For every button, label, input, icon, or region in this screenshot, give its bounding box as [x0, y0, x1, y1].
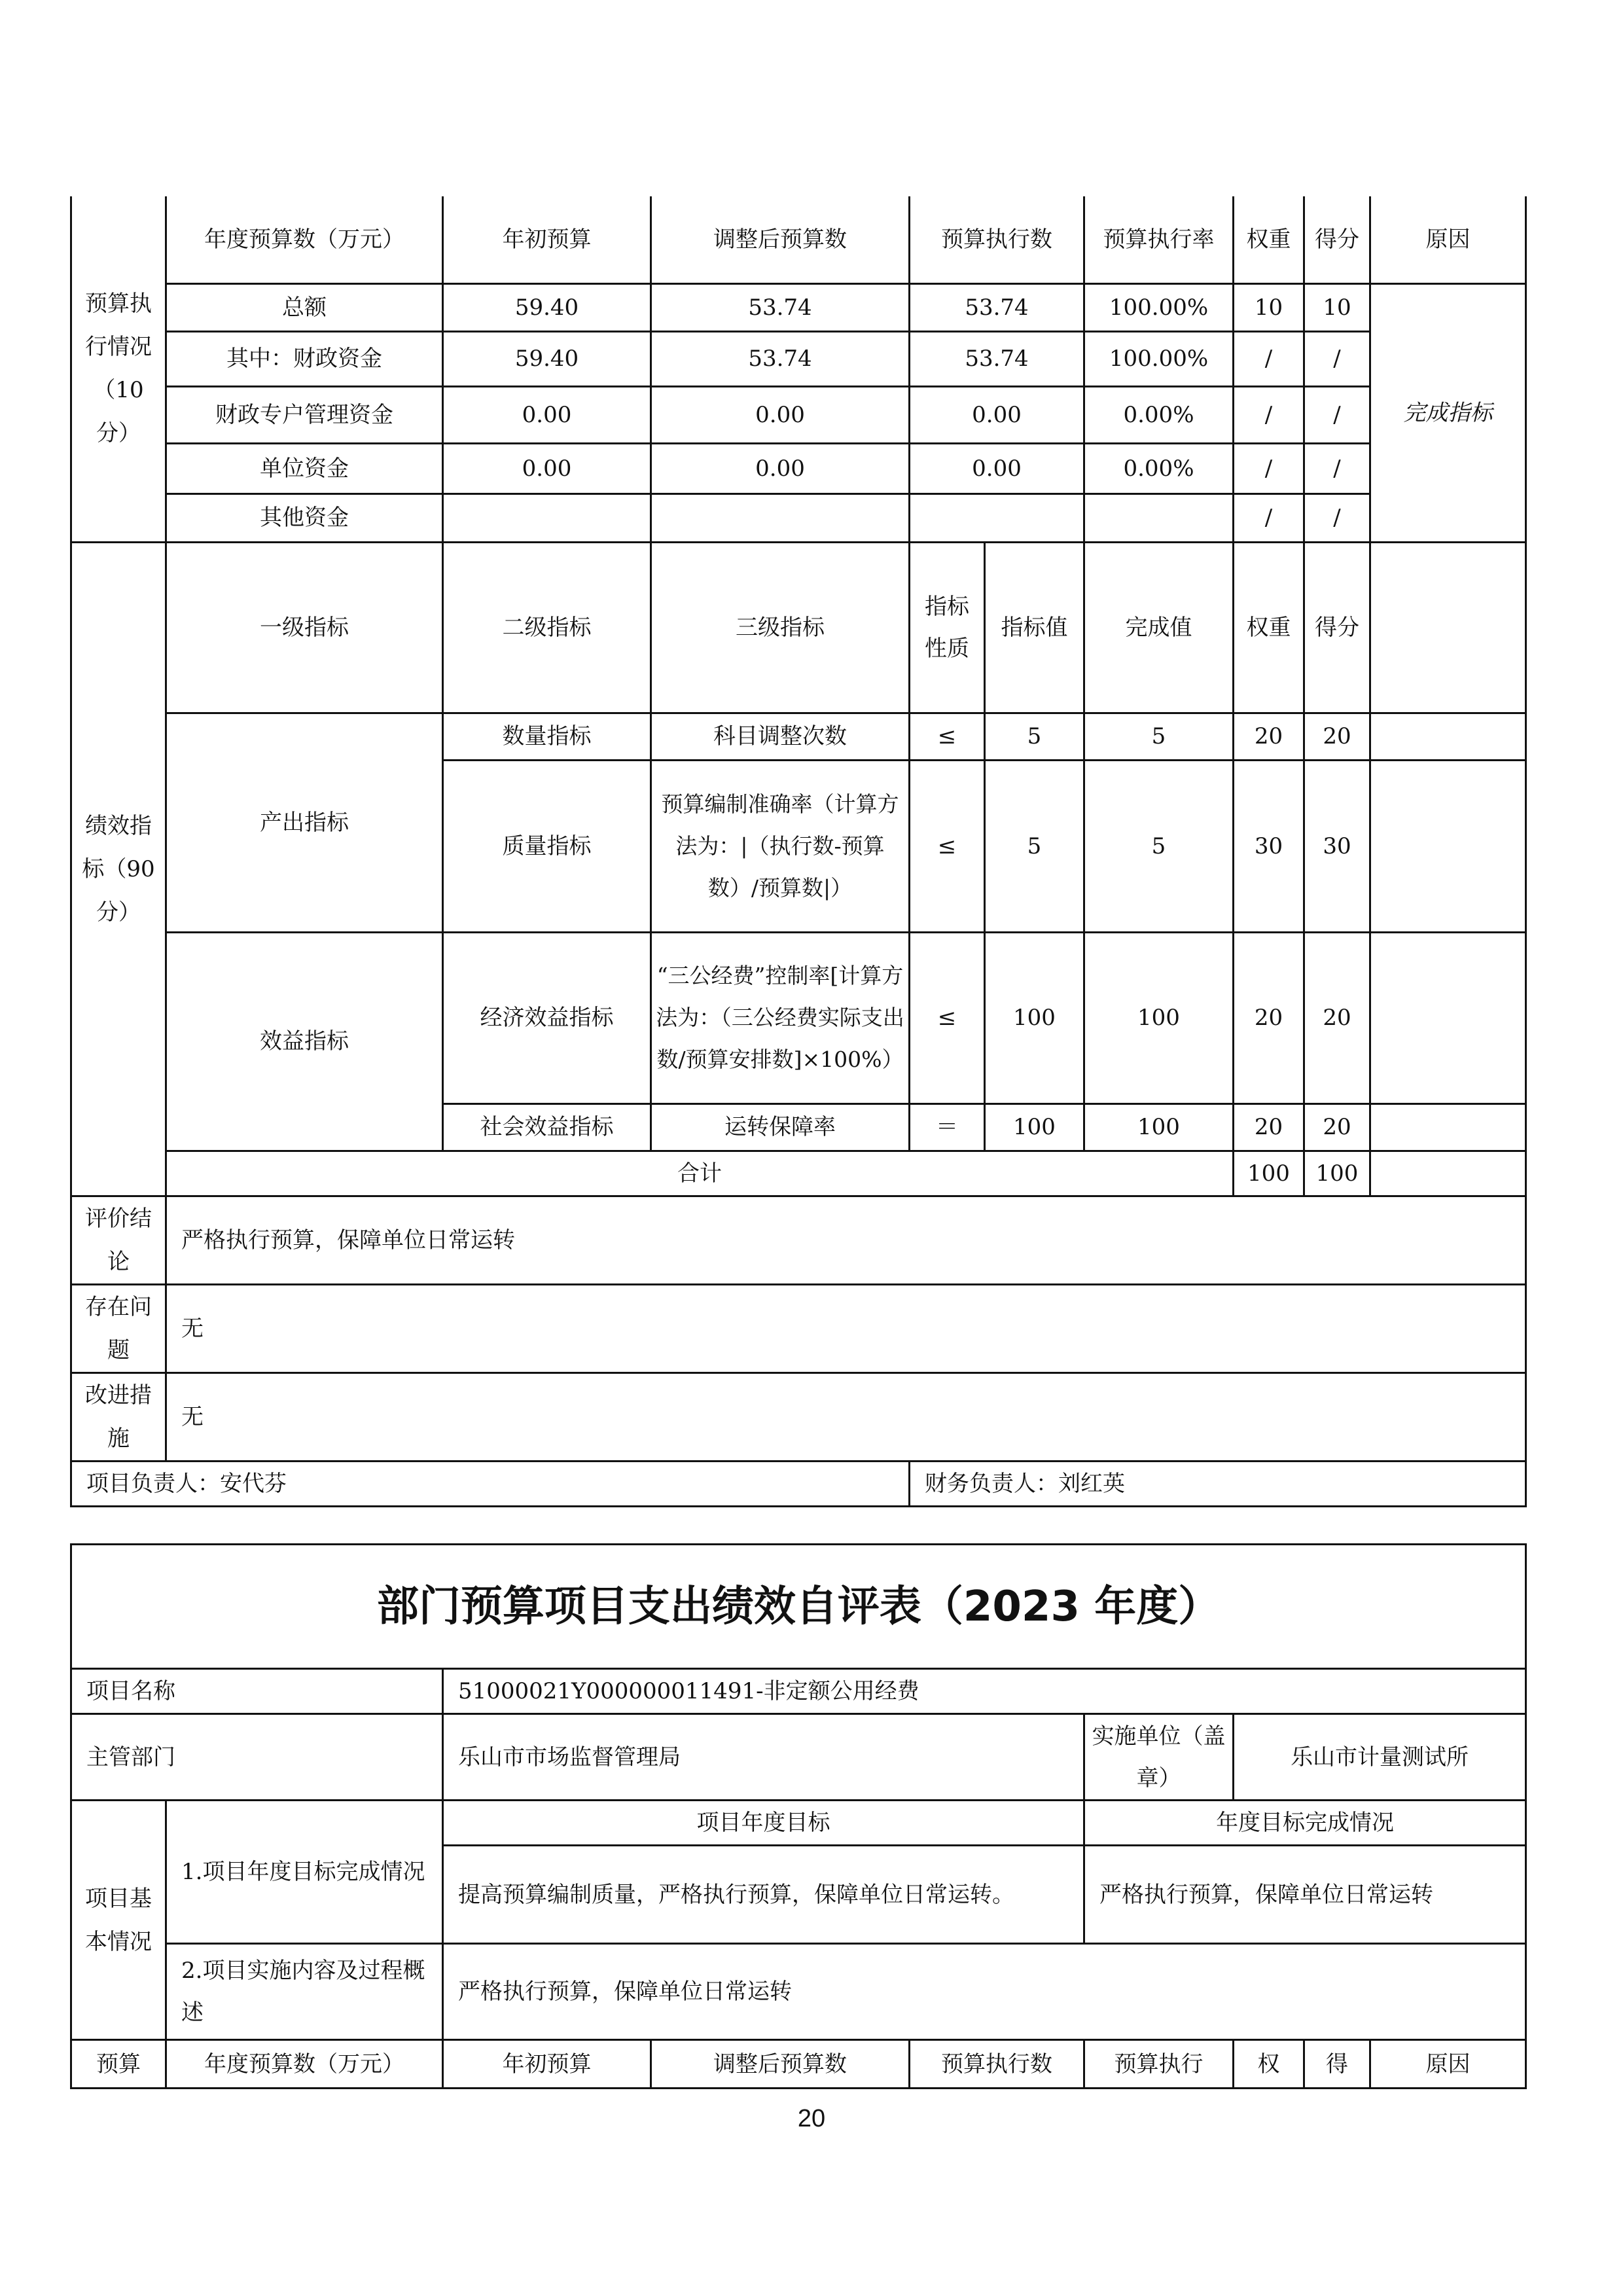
score-value: /	[1304, 443, 1370, 493]
weight: 20	[1234, 1103, 1304, 1151]
note	[1370, 760, 1526, 932]
unit-label: 实施单位（盖章）	[1084, 1714, 1234, 1801]
problems-label: 存在问题	[71, 1284, 166, 1372]
rate-value: 0.00%	[1084, 386, 1234, 443]
level3: 科目调整次数	[651, 713, 910, 760]
header-actual: 完成值	[1084, 542, 1234, 713]
actual: 5	[1084, 713, 1234, 760]
self-evaluation-table-2023	[70, 1543, 1527, 2089]
item1-label: 1.项目年度目标完成情况	[166, 1801, 443, 1944]
row-label: 其他资金	[166, 493, 443, 542]
header-executed: 预算执行数	[910, 196, 1084, 283]
item2-text: 严格执行预算，保障单位日常运转	[443, 1944, 1526, 2040]
header-score: 得分	[1304, 196, 1370, 283]
executed-value	[910, 493, 1084, 542]
weight-value: 10	[1234, 283, 1304, 331]
completion-header: 年度目标完成情况	[1084, 1801, 1526, 1846]
initial-value: 0.00	[443, 386, 651, 443]
score-value: 10	[1304, 283, 1370, 331]
performance-section-label: 绩效指标（90分）	[71, 542, 166, 1196]
nature: ≤	[910, 932, 985, 1103]
row-label: 其中：财政资金	[166, 331, 443, 386]
header-initial-budget: 年初预算	[443, 2040, 651, 2089]
header-level1: 一级指标	[166, 542, 443, 713]
row-label: 财政专户管理资金	[166, 386, 443, 443]
level1-benefit: 效益指标	[166, 932, 443, 1151]
header-score: 得	[1304, 2040, 1370, 2089]
basic-info-label: 项目基本情况	[71, 1801, 166, 2040]
header-score: 得分	[1304, 542, 1370, 713]
header-reason: 原因	[1370, 2040, 1526, 2089]
adjusted-value: 0.00	[651, 386, 910, 443]
budget-label: 预算	[71, 2040, 166, 2089]
reason-value: 完成指标	[1370, 283, 1526, 542]
score: 20	[1304, 932, 1370, 1103]
total-weight: 100	[1234, 1151, 1304, 1196]
score: 20	[1304, 713, 1370, 760]
weight-value: /	[1234, 493, 1304, 542]
note	[1370, 932, 1526, 1103]
actual: 100	[1084, 1103, 1234, 1151]
goal-header: 项目年度目标	[443, 1801, 1084, 1846]
rate-value: 100.00%	[1084, 331, 1234, 386]
total-label: 合计	[166, 1151, 1234, 1196]
performance-table-continued	[70, 196, 1527, 1507]
level2: 数量指标	[443, 713, 651, 760]
target: 100	[985, 1103, 1084, 1151]
improvements-text: 无	[166, 1372, 1526, 1461]
actual: 5	[1084, 760, 1234, 932]
indicator-row	[71, 713, 1526, 760]
page-number: 20	[797, 2105, 826, 2132]
header-reason: 原因	[1370, 196, 1526, 283]
score-value: /	[1304, 386, 1370, 443]
header-weight: 权重	[1234, 196, 1304, 283]
level1-output: 产出指标	[166, 713, 443, 932]
header-level3: 三级指标	[651, 542, 910, 713]
header-nature: 指标性质	[910, 542, 985, 713]
level3: 运转保障率	[651, 1103, 910, 1151]
unit-value: 乐山市计量测试所	[1234, 1714, 1526, 1801]
header-weight: 权	[1234, 2040, 1304, 2089]
budget-section-label: 预算执行情况（10分）	[71, 196, 166, 542]
budget-row	[71, 283, 1526, 331]
conclusion-text: 严格执行预算，保障单位日常运转	[166, 1196, 1526, 1284]
row-label: 总额	[166, 283, 443, 331]
total-note	[1370, 1151, 1526, 1196]
score-value: /	[1304, 493, 1370, 542]
completion-text: 严格执行预算，保障单位日常运转	[1084, 1846, 1526, 1944]
indicator-row	[71, 932, 1526, 1103]
adjusted-value	[651, 493, 910, 542]
header-annual-budget: 年度预算数（万元）	[166, 2040, 443, 2089]
adjusted-value: 53.74	[651, 331, 910, 386]
page-title: 部门预算项目支出绩效自评表（2023 年度）	[71, 1545, 1526, 1669]
target: 5	[985, 760, 1084, 932]
adjusted-value: 0.00	[651, 443, 910, 493]
weight: 20	[1234, 932, 1304, 1103]
initial-value: 59.40	[443, 331, 651, 386]
header-exec-rate: 预算执行率	[1084, 196, 1234, 283]
level3: 预算编制准确率（计算方法为：|（执行数-预算数）/预算数|）	[651, 760, 910, 932]
rate-value: 0.00%	[1084, 443, 1234, 493]
target: 5	[985, 713, 1084, 760]
total-row	[71, 1151, 1526, 1196]
dept-value: 乐山市市场监督管理局	[443, 1714, 1084, 1801]
header-executed: 预算执行数	[910, 2040, 1084, 2089]
executed-value: 0.00	[910, 386, 1084, 443]
budget-row	[71, 331, 1526, 386]
level2: 社会效益指标	[443, 1103, 651, 1151]
header-exec-rate: 预算执行	[1084, 2040, 1234, 2089]
row-label: 单位资金	[166, 443, 443, 493]
project-leader: 项目负责人：安代芬	[71, 1461, 910, 1506]
level3: “三公经费”控制率[计算方法为：（三公经费实际支出数/预算安排数]×100%）	[651, 932, 910, 1103]
initial-value: 0.00	[443, 443, 651, 493]
problems-text: 无	[166, 1284, 1526, 1372]
rate-value: 100.00%	[1084, 283, 1234, 331]
initial-value: 59.40	[443, 283, 651, 331]
executed-value: 0.00	[910, 443, 1084, 493]
improvements-label: 改进措施	[71, 1372, 166, 1461]
header-target: 指标值	[985, 542, 1084, 713]
level2: 经济效益指标	[443, 932, 651, 1103]
header-annual-budget: 年度预算数（万元）	[166, 196, 443, 283]
score: 30	[1304, 760, 1370, 932]
nature: ≤	[910, 760, 985, 932]
budget-row	[71, 493, 1526, 542]
executed-value: 53.74	[910, 331, 1084, 386]
initial-value	[443, 493, 651, 542]
finance-leader: 财务负责人：刘红英	[910, 1461, 1526, 1506]
rate-value	[1084, 493, 1234, 542]
nature: ≤	[910, 713, 985, 760]
header-weight: 权重	[1234, 542, 1304, 713]
target: 100	[985, 932, 1084, 1103]
adjusted-value: 53.74	[651, 283, 910, 331]
weight: 20	[1234, 713, 1304, 760]
header-initial-budget: 年初预算	[443, 196, 651, 283]
header-blank	[1370, 542, 1526, 713]
project-name-label: 项目名称	[71, 1669, 443, 1714]
budget-row	[71, 386, 1526, 443]
score-value: /	[1304, 331, 1370, 386]
header-adjusted-budget: 调整后预算数	[651, 2040, 910, 2089]
dept-label: 主管部门	[71, 1714, 443, 1801]
note	[1370, 1103, 1526, 1151]
item2-label: 2.项目实施内容及过程概述	[166, 1944, 443, 2040]
budget-row	[71, 443, 1526, 493]
nature: ＝	[910, 1103, 985, 1151]
header-level2: 二级指标	[443, 542, 651, 713]
weight-value: /	[1234, 331, 1304, 386]
executed-value: 53.74	[910, 283, 1084, 331]
total-score: 100	[1304, 1151, 1370, 1196]
note	[1370, 713, 1526, 760]
score: 20	[1304, 1103, 1370, 1151]
conclusion-label: 评价结论	[71, 1196, 166, 1284]
weight-value: /	[1234, 386, 1304, 443]
weight-value: /	[1234, 443, 1304, 493]
project-name-value: 51000021Y000000011491-非定额公用经费	[443, 1669, 1526, 1714]
goal-text: 提高预算编制质量，严格执行预算，保障单位日常运转。	[443, 1846, 1084, 1944]
level2: 质量指标	[443, 760, 651, 932]
weight: 30	[1234, 760, 1304, 932]
header-adjusted-budget: 调整后预算数	[651, 196, 910, 283]
actual: 100	[1084, 932, 1234, 1103]
